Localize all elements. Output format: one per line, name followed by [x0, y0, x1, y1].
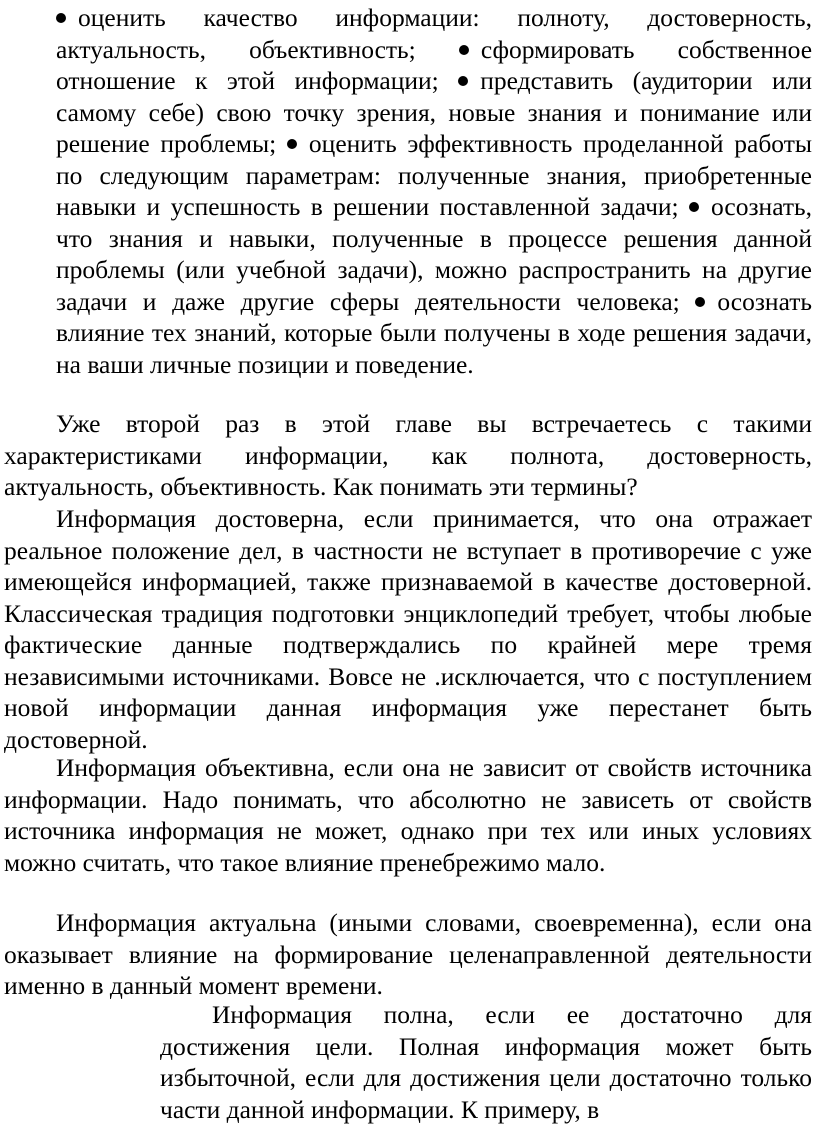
paragraph-reliability: Информация достоверна, если принимается, что она отражает реальное положение дел, в частности не вступает в противоречие с уже имеющейся информацией, также признаваемой в качестве достоверной. Классическая традиция подготовки энциклопедий требует, чтобы любые фактические данные подтверждались по крайней мере тремя независимыми источниками. Вовсе не .исключается, что с поступлением новой информации данная информация уже перестанет быть достоверной. [4, 504, 812, 754]
bullet-text: представить (аудитории или самому себе) свою точку зрения, новые знания и понимание или решение проблемы; [56, 66, 812, 158]
bullet-text: оценить эффективность проделанной работы по следующим параметрам: полученные знания, приобретенные навыки и успешность в решении поставленной задачи; [56, 129, 812, 221]
bullet-dot-icon [689, 202, 699, 212]
paragraph-objectivity: Информация объективна, если она не зависит от свойств источника информации. Надо понимать, что абсолютно не зависеть от свойств источника информация не может, однако при тех или иных условиях можно считать, что такое влияние пренебрежимо мало. [4, 753, 812, 877]
paragraph-completeness: Информация полна, если ее достаточно для достижения цели. Полная информация может быть избыточной, если для достижения цели достаточно только части данной информации. К примеру, в [160, 1000, 812, 1124]
paragraph-terms-intro: Уже второй раз в этой главе вы встречаетесь с такими характеристиками информации, как полнота, достоверность, актуальность, объективность. Как понимать эти термины? [4, 409, 812, 501]
bullet-dot-icon [287, 139, 297, 149]
bullet-dot-icon [56, 13, 66, 23]
bullet-list [56, 2, 812, 380]
bullet-dot-icon [459, 45, 469, 55]
paragraph-relevance: Информация актуальна (иными словами, своевременна), если она оказывает влияние на формирование целенаправленной деятельности именно в данный момент времени. [4, 908, 812, 1000]
bullet-text: осознать, что знания и навыки, полученные в процессе решения данной проблемы (или учебной задачи), можно распространить на другие задачи и даже другие сферы деятельности человека; [56, 192, 812, 316]
bullet-dot-icon [458, 76, 468, 86]
bullet-text: сформировать собственное отношение к этой информации; [56, 34, 813, 95]
bullet-text: оценить качество информации: полноту, достоверность, актуальность, объективность; [56, 3, 812, 64]
bullet-text: осознать влияние тех знаний, которые были получены в ходе решения задачи, на ваши личные позиции и поведение. [56, 286, 812, 379]
bullet-dot-icon [695, 297, 705, 307]
